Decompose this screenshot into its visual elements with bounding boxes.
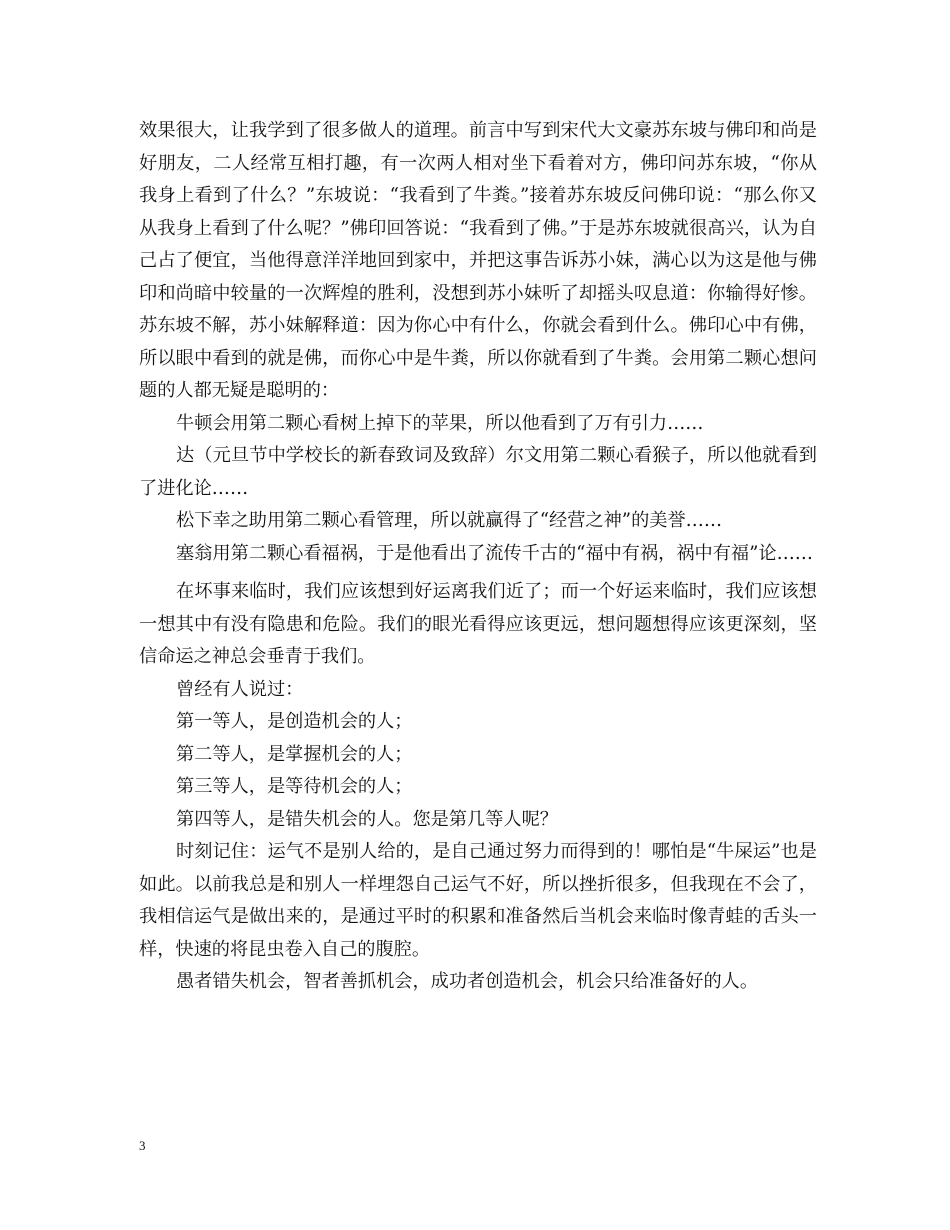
paragraph-third-class: 第三等人，是等待机会的人； — [176, 776, 413, 797]
paragraph-newton: 牛顿会用第二颗心看树上掉下的苹果，所以他看到了万有引力…… — [176, 412, 704, 434]
paragraph-conclusion: 愚者错失机会，智者善抓机会，成功者创造机会，机会只给准备好的人。 — [176, 971, 759, 992]
paragraph-remember-luck: 时刻记住：运气不是别人给的，是自己通过努力而得到的！哪怕是“牛屎运”也是如此。以前我总是和别人一样埋怨自己运气不好，所以挫折很多，但我现在不会了，我相信运气是做出来的，是通过平时的积累和准备然后当机会来临时像青蛙的舌头一样，快速的将昆虫卷入自己的腹腔。 — [139, 841, 817, 960]
paragraph-someone-said: 曾经有人说过： — [176, 678, 304, 700]
paragraph-fourth-class: 第四等人，是错失机会的人。您是第几等人呢？ — [176, 808, 558, 830]
page-number: 3 — [139, 1138, 146, 1153]
paragraph-saiweng: 塞翁用第二颗心看福祸，于是他看出了流传千古的“福中有祸，祸中有福”论…… — [176, 542, 813, 564]
paragraph-matsushita: 松下幸之助用第二颗心看管理，所以就赢得了“经营之神”的美誉…… — [176, 510, 723, 531]
paragraph-intro-story: 效果很大，让我学到了很多做人的道理。前言中写到宋代大文豪苏东坡与佛印和尚是好朋友，二人经常互相打趣，有一次两人相对坐下看着对方，佛印问苏东坡，“你从我身上看到了什么？”东坡说：“我看到了牛粪。”接着苏东坡反问佛印说：“那么你又从我身上看到了什么呢？”佛印回答说：“我看到了佛。”于是苏东坡就很高兴，认为自己占了便宜，当他得意洋洋地回到家中，并把这事告诉苏小妹，满心以为这是他与佛印和尚暗中较量的一次辉煌的胜利，没想到苏小妹听了却摇头叹息道：你输得好惨。苏东坡不解，苏小妹解释道：因为你心中有什么，你就会看到什么。佛印心中有佛，所以眼中看到的就是佛，而你心中是牛粪，所以你就看到了牛粪。会用第二颗心想问题的人都无疑是聪明的： — [139, 120, 817, 401]
paragraph-good-bad-luck: 在坏事来临时，我们应该想到好运离我们近了；而一个好运来临时，我们应该想一想其中有没有隐患和危险。我们的眼光看得应该更远，想问题想得应该更深刻，坚信命运之神总会垂青于我们。 — [139, 581, 817, 667]
paragraph-first-class: 第一等人，是创造机会的人； — [176, 711, 413, 732]
paragraph-second-class: 第二等人，是掌握机会的人； — [176, 743, 413, 765]
paragraph-darwin: 达（元旦节中学校长的新春致词及致辞）尔文用第二颗心看猴子，所以他就看到了进化论…… — [139, 445, 817, 499]
body-text — [139, 115, 817, 999]
